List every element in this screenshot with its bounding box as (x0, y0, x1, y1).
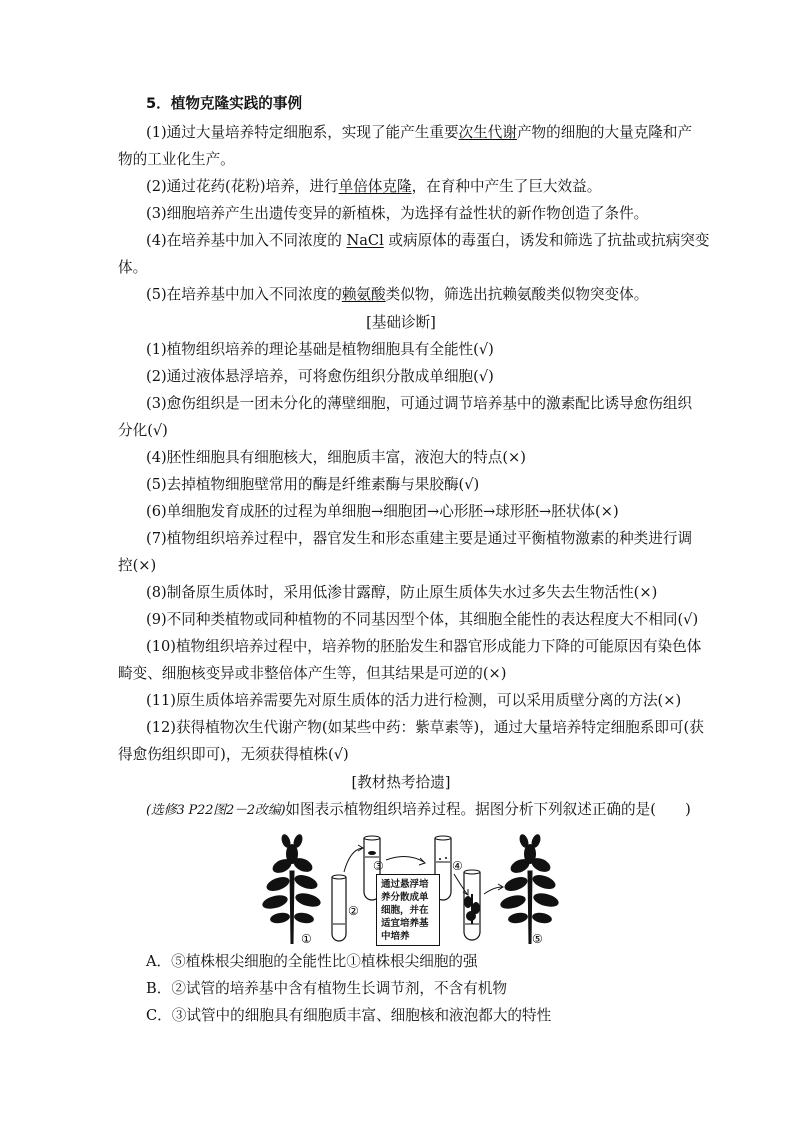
diagnosis-line: (5)去掉植物细胞壁常用的酶是纤维素酶与果胶酶(√) (146, 476, 480, 493)
figure-caption-box: 通过悬浮培养分散成单细胞，并在适宜培养基中培养 (376, 874, 440, 946)
text: 类似物，筛选出抗赖氨酸类似物突变体。 (385, 286, 649, 303)
diagnosis-line: (2)通过液体悬浮培养，可将愈伤组织分散成单细胞(√) (146, 368, 494, 385)
figure-label: ⑤ (532, 932, 543, 946)
question-text: 如图表示植物组织培养过程。据图分析下列叙述正确的是( ) (285, 801, 691, 818)
plant-silhouette-icon (262, 833, 322, 944)
example-2 (146, 177, 684, 197)
figure-label: ② (348, 904, 359, 918)
diagnosis-line: (3)愈伤组织是一团未分化的薄壁细胞，可通过调节培养基中的激素配比诱导愈伤组织 (146, 395, 693, 412)
option-a: A．⑤植株根尖细胞的全能性比①植株根尖细胞的强 (146, 953, 478, 970)
option-b: B．②试管的培养基中含有植物生长调节剂，不含有机物 (146, 980, 507, 997)
text: 或病原体的毒蛋白，诱发和筛选了抗盐或抗病突变 (383, 232, 710, 249)
diagnosis-line: (8)制备原生质体时，采用低渗甘露醇，防止原生质体失水过多失去生物活性(×) (146, 584, 658, 601)
tissue-culture-figure (262, 832, 562, 947)
figure-label: ③ (373, 859, 384, 873)
textbook-heading: [教材热考拾遗] (351, 774, 451, 791)
figure-label: ① (301, 932, 312, 946)
diagnosis-heading: [基础诊断] (366, 314, 436, 331)
option-c: C．③试管中的细胞具有细胞质丰富、细胞核和液泡都大的特性 (146, 1007, 552, 1024)
diagnosis-line: (9)不同种类植物或同种植物的不同基因型个体，其细胞全能性的表达程度大不相同(√) (146, 611, 699, 628)
diagnosis-line: (1)植物组织培养的理论基础是植物细胞具有全能性(√) (146, 341, 494, 358)
key-term: NaCl (346, 232, 384, 249)
question-stem (146, 800, 691, 821)
diagnosis-line: (7)植物组织培养过程中，器官发生和形态重建主要是通过平衡植物激素的种类进行调 (146, 530, 693, 547)
example-3: (3)细胞培养产生出遗传变异的新植株，为选择有益性状的新作物创造了条件。 (146, 205, 649, 222)
example-4-line-1 (146, 231, 710, 251)
text: (1)通过大量培养特定细胞系，实现了能产生重要 (146, 124, 459, 141)
diagnosis-line: (4)胚性细胞具有细胞核大，细胞质丰富，液泡大的特点(×) (146, 449, 526, 466)
question-source: (选修3 P22图2－2改编) (146, 803, 286, 818)
diagnosis-line: 分化(√) (118, 422, 168, 439)
example-1-line-1 (146, 123, 693, 143)
plant-silhouette-icon (499, 833, 560, 944)
text: (5)在培养基中加入不同浓度的 (146, 286, 342, 303)
text: ，在育种中产生了巨大效益。 (411, 178, 602, 195)
figure-label: ④ (452, 859, 463, 873)
section-heading: 5．植物克隆实践的事例 (146, 95, 303, 112)
key-term: 次生代谢 (458, 124, 517, 141)
diagnosis-line: (6)单细胞发育成胚的过程为单细胞→细胞团→心形胚→球形胚→胚状体(×) (146, 503, 619, 520)
text: (4)在培养基中加入不同浓度的 (146, 232, 347, 249)
example-5 (146, 285, 684, 305)
text: (2)通过花药(花粉)培养，进行 (146, 178, 339, 195)
plantlet-icon (464, 894, 480, 924)
example-1-line-2: 物的工业化生产。 (118, 151, 235, 168)
key-term: 单倍体克隆 (338, 178, 412, 195)
example-4-line-2: 体。 (118, 259, 148, 276)
diagnosis-line: (10)植物组织培养过程中，培养物的胚胎发生和器官形成能力下降的可能原因有染色体 (146, 638, 702, 655)
text: 产物的细胞的大量克隆和产 (516, 124, 693, 141)
diagnosis-line: 畸变、细胞核变异或非整倍体产生等，但其结果是可逆的(×) (118, 665, 507, 682)
diagnosis-line: 得愈伤组织即可)，无须获得植株(√) (118, 746, 349, 763)
diagnosis-line: 控(×) (118, 557, 157, 574)
diagnosis-line: (11)原生质体培养需要先对原生质体的活力进行检测，可以采用质壁分离的方法(×) (146, 692, 682, 709)
key-term: 赖氨酸 (341, 286, 386, 303)
diagnosis-line: (12)获得植物次生代谢产物(如某些中药：紫草素等)，通过大量培养特定细胞系即可(获 (146, 719, 704, 736)
